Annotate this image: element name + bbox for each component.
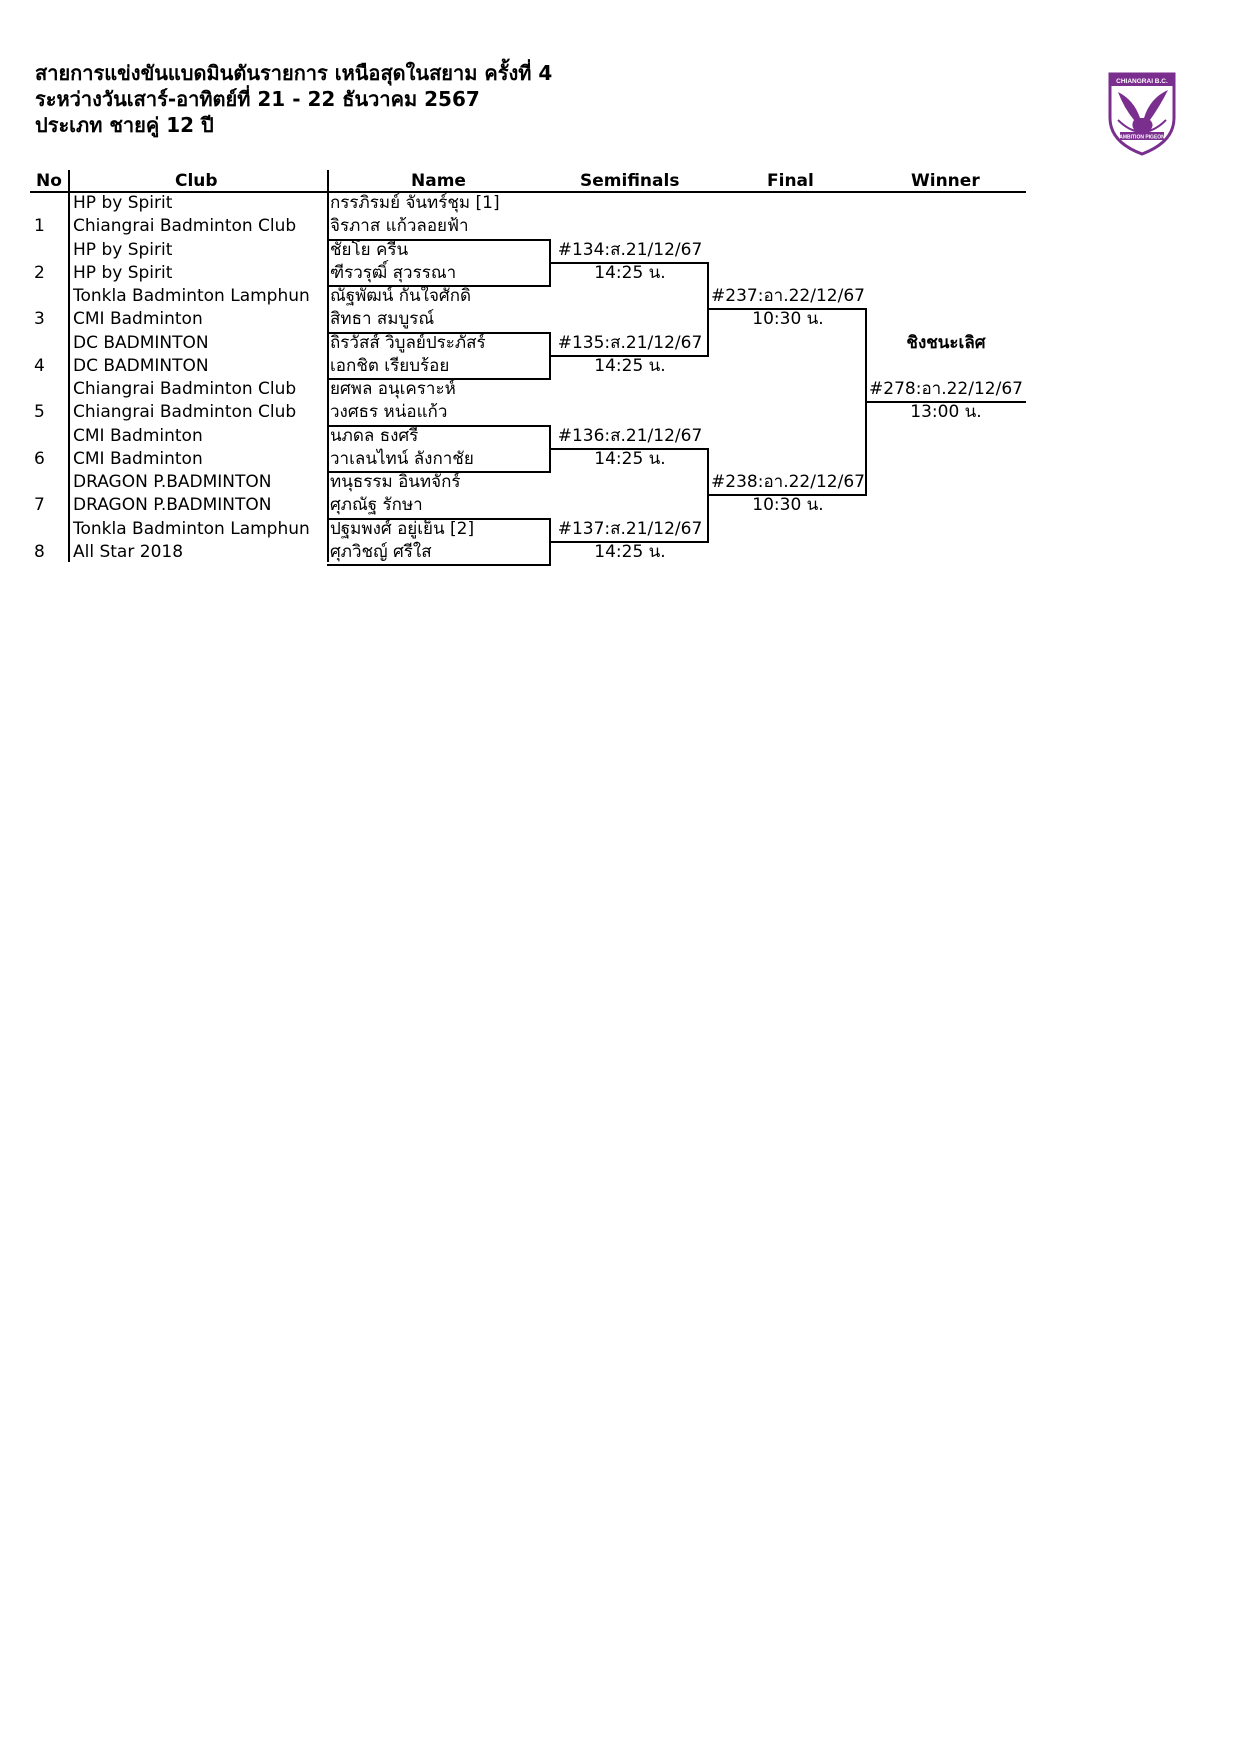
entry-number: 5 (34, 402, 45, 423)
col-header-semifinals: Semifinals (580, 171, 680, 191)
header-underline (30, 191, 1026, 193)
bracket-line-semi-bottom (327, 285, 551, 287)
entry-player-1: ปฐมพงศ์ อยู่เย็น [2] (330, 518, 475, 539)
entry-player-2: ศุภวิชญ์ ศรีใส (330, 541, 432, 562)
entry-number: 6 (34, 448, 45, 469)
no-club-divider (68, 170, 70, 562)
entry-player-2: วาเลนไทน์ ลังกาชัย (330, 448, 474, 469)
col-header-winner: Winner (911, 171, 980, 191)
tournament-bracket (0, 0, 1240, 600)
entry-player-1: ทนุธรรม อินทจักร์ (330, 472, 461, 492)
championship-label: ชิงชนะเลิศ (906, 332, 986, 353)
entry-club-1: Tonkla Badminton Lamphun (73, 286, 310, 306)
entry-club-2: DRAGON P.BADMINTON (73, 495, 272, 516)
winner-match-label: #278:อา.22/12/67 (869, 379, 1023, 399)
semifinal-match-time: 14:25 น. (594, 262, 666, 283)
event-title: สายการแข่งขันแบดมินตันรายการ เหนือสุดในสยาม ครั้งที่ 4 (35, 61, 553, 85)
col-header-club: Club (175, 171, 218, 191)
entry-club-1: Tonkla Badminton Lamphun (73, 518, 310, 539)
entry-player-1: ยศพล อนุเคราะห์ (330, 379, 456, 399)
semifinal-match-label: #137:ส.21/12/67 (557, 518, 703, 539)
entry-club-1: Chiangrai Badminton Club (73, 379, 297, 399)
semifinal-match-time: 14:25 น. (594, 355, 666, 376)
bracket-line-semi-top (327, 425, 551, 427)
entry-player-2: เอกชิต เรียบร้อย (330, 355, 450, 376)
final-match-label: #238:อา.22/12/67 (711, 472, 865, 492)
entry-player-1: ถิรวัสส์ วิบูลย์ประภัสร์ (330, 332, 486, 353)
entry-club-2: Chiangrai Badminton Club (73, 402, 297, 423)
entry-club-2: DC BADMINTON (73, 355, 209, 376)
bracket-line-semi-bottom (327, 378, 551, 380)
entry-club-2: HP by Spirit (73, 262, 173, 283)
bracket-line-semi-top (327, 518, 551, 520)
entry-club-1: DRAGON P.BADMINTON (73, 472, 272, 492)
winner-match-time: 13:00 น. (910, 402, 982, 423)
col-header-final: Final (767, 171, 814, 191)
semifinal-match-label: #135:ส.21/12/67 (557, 332, 703, 353)
entry-club-2: CMI Badminton (73, 448, 203, 469)
entry-player-2: ฑีรวรุฒิ์ สุวรรณา (330, 262, 457, 283)
bracket-line-semi-top (327, 239, 551, 241)
entry-club-1: CMI Badminton (73, 425, 203, 446)
entry-player-1: ชัยโย ครีน (330, 239, 409, 260)
entry-number: 2 (34, 262, 45, 283)
bracket-line-semi-top (327, 332, 551, 334)
entry-player-1: นภดล ธงศรี (330, 425, 419, 446)
bracket-line-semi-bottom (327, 564, 551, 566)
club-name-divider (327, 170, 329, 562)
final-match-label: #237:อา.22/12/67 (711, 286, 865, 306)
entry-number: 7 (34, 495, 45, 516)
entry-number: 1 (34, 216, 45, 237)
entry-number: 3 (34, 309, 45, 330)
final-match-time: 10:30 น. (752, 495, 824, 516)
logo-text-bottom: AMBITION PIGEON (1119, 134, 1165, 141)
entry-number: 4 (34, 355, 45, 376)
entry-club-1: DC BADMINTON (73, 332, 209, 353)
semifinal-match-label: #134:ส.21/12/67 (557, 239, 703, 260)
semifinal-match-time: 14:25 น. (594, 448, 666, 469)
entry-player-1: กรรภิรมย์ จันทร์ชุม [1] (330, 193, 500, 213)
entry-club-1: HP by Spirit (73, 239, 173, 260)
entry-club-2: All Star 2018 (73, 541, 184, 562)
entry-club-2: Chiangrai Badminton Club (73, 216, 297, 237)
logo-text-top: CHIANGRAI B.C. (1116, 78, 1168, 85)
bracket-line-semi-bottom (327, 471, 551, 473)
entry-player-2: วงศธร หน่อแก้ว (330, 402, 448, 423)
col-header-no: No (36, 171, 62, 191)
entry-player-2: สิทธา สมบูรณ์ (330, 309, 435, 330)
event-category: ประเภท ชายคู่ 12 ปี (35, 113, 214, 137)
entry-club-2: CMI Badminton (73, 309, 203, 330)
final-match-time: 10:30 น. (752, 309, 824, 330)
entry-club-1: HP by Spirit (73, 193, 173, 213)
col-header-name: Name (411, 171, 466, 191)
entry-player-1: ณัฐพัฒน์ กันใจศักดิ (330, 286, 472, 306)
event-dates: ระหว่างวันเสาร์-อาทิตย์ที่ 21 - 22 ธันวาคม 2567 (35, 87, 480, 111)
semifinal-match-label: #136:ส.21/12/67 (557, 425, 703, 446)
entry-player-2: จิรภาส แก้วลอยฟ้า (330, 216, 469, 237)
entry-number: 8 (34, 541, 45, 562)
semifinal-match-time: 14:25 น. (594, 541, 666, 562)
entry-player-2: ศุภณัฐ รักษา (330, 495, 423, 516)
